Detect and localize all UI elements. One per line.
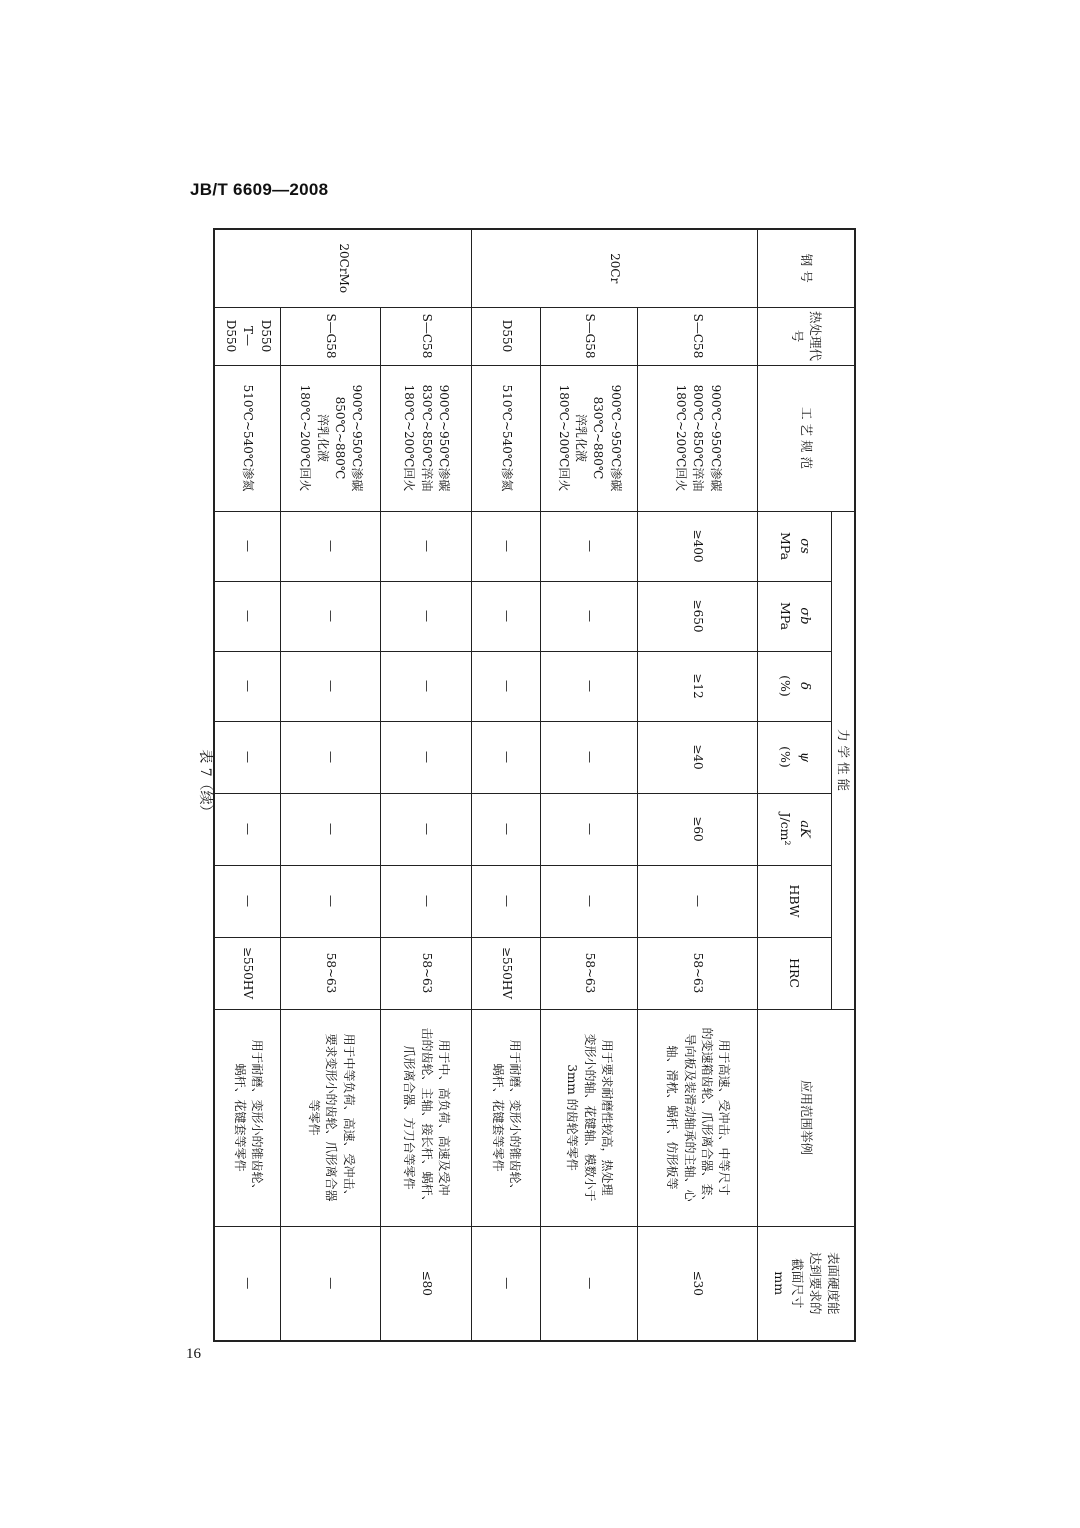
document-code: JB/T 6609—2008 [190,180,329,199]
header-process: 工 艺 规 范 [757,365,855,511]
ak-cell: — [380,793,471,865]
heat-code-cell [472,307,541,365]
process-line: 830℃~880℃ [591,396,606,480]
header-hardness-size [757,1226,855,1341]
delta-cell: — [540,651,637,721]
application-line: 等零件 [306,1099,321,1136]
unit-sigma-s: MPa [778,531,794,561]
header-hardness-size-line: 表面硬度能 [826,1252,842,1315]
application-cell [540,1009,637,1226]
application-cell [214,1009,281,1226]
header-mechanical-properties: 力 学 性 能 [831,511,855,1009]
application-line: 用于耐磨、变形小的锥齿轮、 [508,1039,523,1196]
process-line: 900℃~950℃渗碳 [708,384,723,492]
hbw-cell: — [638,865,758,937]
process-line: 850℃~880℃ [333,396,348,480]
sigma-s-cell: — [472,511,541,581]
ak-cell: — [540,793,637,865]
ak-cell: ≥60 [638,793,758,865]
header-delta [757,651,831,721]
ak-cell: — [281,793,380,865]
sigma-b-cell: ≥650 [638,581,758,651]
application-cell [638,1009,758,1226]
symbol-sigma-s: σs [796,538,812,554]
table-rotated [213,228,856,1340]
size-cell: — [472,1226,541,1341]
size-cell: — [281,1226,380,1341]
application-line: 用于耐磨、变形小的锥齿轮、 [250,1039,265,1196]
hrc-cell: 58~63 [281,937,380,1009]
application-line: 变形小的轴、花键轴、模数小于 [582,1033,597,1202]
header-hrc: HRC [757,937,831,1009]
psi-cell: — [472,721,541,793]
process-line: 淬乳化液 [574,413,589,462]
header-hardness-size-line: 达到要求的 [808,1252,824,1315]
process-line: 淬乳化液 [315,413,330,462]
delta-cell: — [214,651,281,721]
symbol-delta: δ [796,682,812,690]
hbw-cell: — [472,865,541,937]
process-line: 900℃~950℃渗碳 [350,384,365,492]
delta-cell: — [472,651,541,721]
table-caption: 表 7（续） [197,749,213,819]
process-line: 830℃~850℃淬油 [419,384,434,492]
hrc-cell: ≥550HV [214,937,281,1009]
unit-ak: J/cm² [778,812,794,846]
hrc-cell: 58~63 [540,937,637,1009]
process-line: 900℃~950℃渗碳 [437,384,451,492]
page-number: 16 [186,1346,201,1362]
header-hbw: HBW [757,865,831,937]
header-steel-no: 钢 号 [757,229,855,307]
heat-code-line: S—C58 [691,313,706,359]
symbol-psi: ψ [796,751,812,763]
process-cell [540,365,637,511]
steel-cell: 20CrMo [214,229,472,307]
delta-cell: — [281,651,380,721]
header-hardness-size-line: 截面尺寸 [789,1258,805,1309]
psi-cell: — [281,721,380,793]
size-cell: — [214,1226,281,1341]
process-line: 180℃~200℃回火 [298,384,313,492]
process-cell [472,365,541,511]
heat-code-cell [540,307,637,365]
heat-code-line: D550 [258,319,273,353]
application-line: 蜗杆、花键套等零件 [491,1063,505,1172]
heat-code-cell [638,307,758,365]
process-line: 180℃~200℃回火 [673,384,688,492]
application-line: 爪形离合器、方刀台等零件 [402,1045,417,1190]
application-line: 用于中、高负荷、高速及受冲 [437,1039,451,1196]
heat-code-cell [214,307,281,365]
application-cell [380,1009,471,1226]
application-line: 3mm 的齿轮等零件 [565,1064,580,1171]
header-heat-code: 热处理代号 [757,307,855,365]
unit-sigma-b: MPa [778,601,794,631]
application-line: 的变速箱齿轮、爪形离合器、套、 [699,1027,714,1208]
hbw-cell: — [281,865,380,937]
psi-cell: — [214,721,281,793]
heat-code-line: S—C58 [419,313,434,359]
process-line: 900℃~950℃渗碳 [608,384,623,492]
header-hardness-size-unit: mm [771,1271,787,1296]
header-application: 应用范围举例 [757,1009,855,1226]
sigma-s-cell: ≥400 [638,511,758,581]
header-psi [757,721,831,793]
sigma-s-cell: — [281,511,380,581]
header-sigma-b [757,581,831,651]
size-cell: ≤30 [638,1226,758,1341]
heat-code-cell [380,307,471,365]
process-line: 180℃~200℃回火 [556,384,571,492]
application-line: 用于要求耐磨性较高，热处理 [600,1039,615,1196]
application-line: 击的齿轮、主轴、接长杆、蜗杆、 [419,1027,434,1208]
process-cell [380,365,471,511]
sigma-s-cell: — [214,511,281,581]
psi-cell: — [380,721,471,793]
sigma-b-cell: — [281,581,380,651]
application-line: 用于中等负荷、高速、受冲击、 [341,1033,356,1202]
hrc-cell: ≥550HV [472,937,541,1009]
sigma-b-cell: — [472,581,541,651]
table-frame [213,228,856,1340]
process-line: 180℃~200℃回火 [402,384,417,492]
size-cell: ≤80 [380,1226,471,1341]
hbw-cell: — [214,865,281,937]
application-line: 要求变形小的齿轮、爪形离合器 [324,1033,339,1202]
header-sigma-s [757,511,831,581]
psi-cell: — [540,721,637,793]
hrc-cell: 58~63 [380,937,471,1009]
application-line: 导向板及装滑动轴承的主轴、心 [682,1033,697,1202]
sigma-b-cell: — [380,581,471,651]
application-line: 轴、滑枕、蜗杆、仿形板等 [665,1045,680,1190]
application-line: 蜗杆、花键套等零件 [232,1063,247,1172]
ak-cell: — [472,793,541,865]
heat-code-cell [281,307,380,365]
sigma-s-cell: — [540,511,637,581]
sigma-b-cell: — [540,581,637,651]
header-ak [757,793,831,865]
process-cell [214,365,281,511]
hbw-cell: — [540,865,637,937]
symbol-ak: aK [796,820,812,838]
ak-cell: — [214,793,281,865]
process-line: 800℃~850℃淬油 [691,384,706,492]
application-cell [281,1009,380,1226]
unit-delta: (%) [778,675,794,697]
heat-code-line: S—G58 [324,313,339,359]
steel-cell: 20Cr [472,229,758,307]
heat-code-line: S—G58 [582,313,597,359]
application-line: 用于高速、受冲击、中等尺寸 [717,1039,732,1196]
delta-cell: ≥12 [638,651,758,721]
symbol-sigma-b: σb [796,607,812,625]
delta-cell: — [380,651,471,721]
sigma-s-cell: — [380,511,471,581]
sigma-b-cell: — [214,581,281,651]
application-cell [472,1009,541,1226]
properties-table [213,228,856,1342]
process-line: 510℃~540℃渗氮 [241,384,256,492]
unit-psi: (%) [778,746,794,768]
heat-code-line: T—D550 [224,319,256,353]
psi-cell: ≥40 [638,721,758,793]
hrc-cell: 58~63 [638,937,758,1009]
process-cell [281,365,380,511]
size-cell: — [540,1226,637,1341]
hbw-cell: — [380,865,471,937]
process-cell [638,365,758,511]
heat-code-line: D550 [499,319,514,353]
process-line: 510℃~540℃渗氮 [499,384,514,492]
